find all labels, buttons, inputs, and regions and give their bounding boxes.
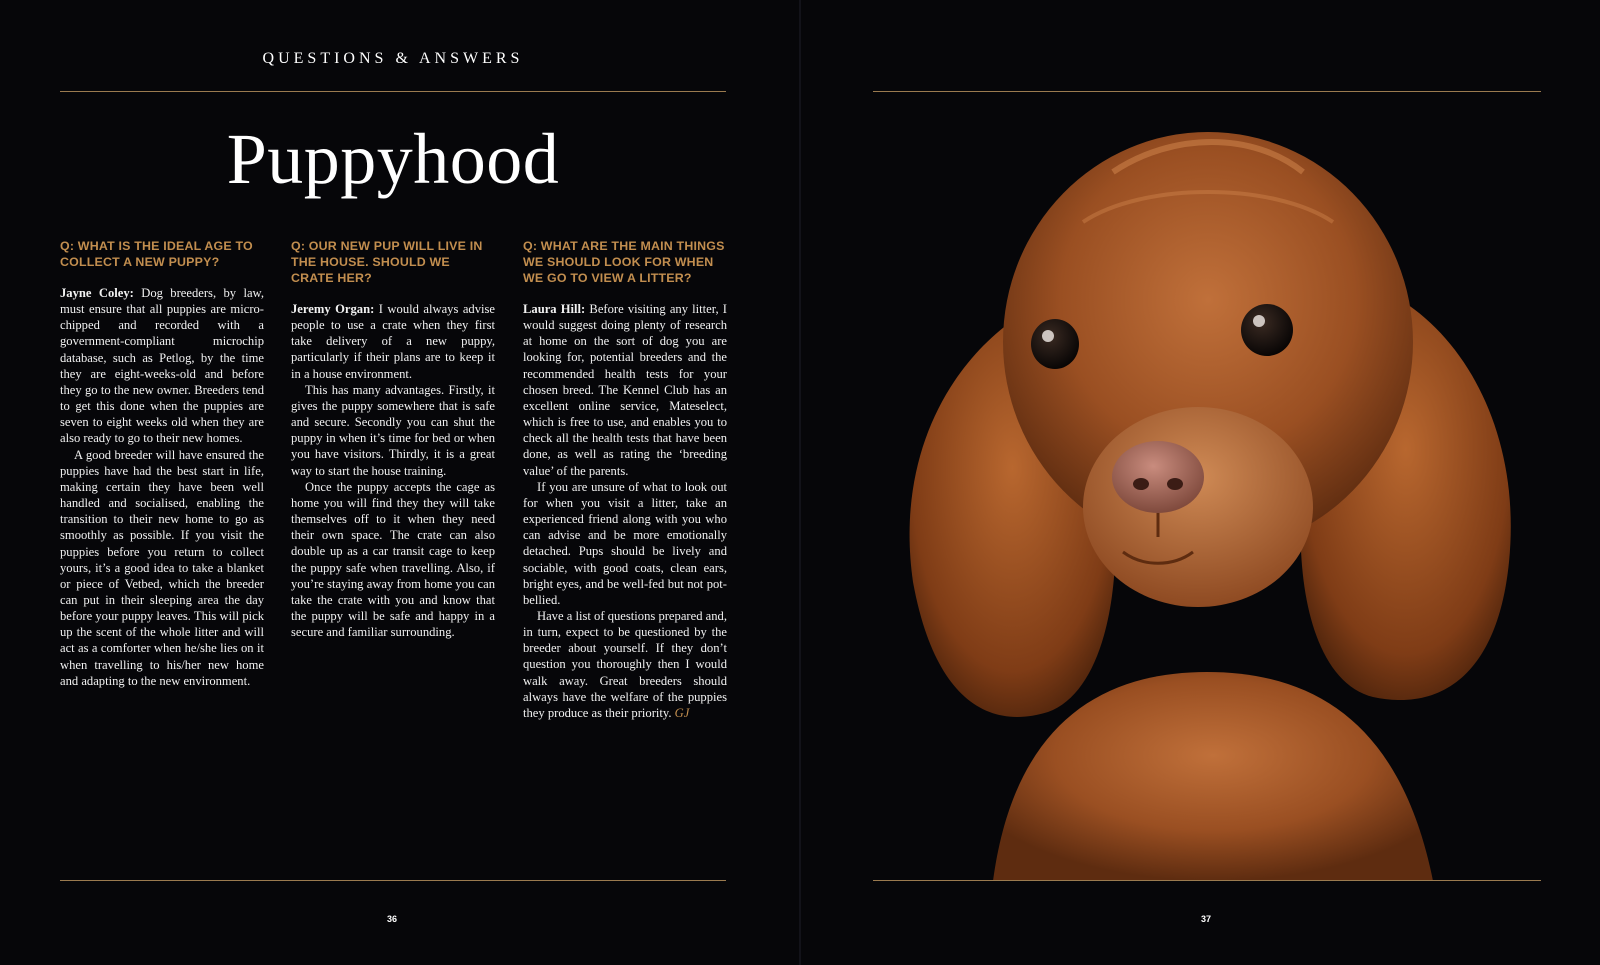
right-eye: [1241, 304, 1293, 356]
qa-column-2: [291, 238, 495, 640]
answer-paragraph: [291, 301, 495, 382]
paragraph-text: Before visiting any litter, I would suggest doing plenty of research at home on the sort of dog you are looking for, potential breeders and the recommended health tests for your chosen breed. The Kennel Club has an excellent online service, Mateselect, which is free to use, and enables you to check all the health tests that have been done, as well as rating the ‘breeding value’ of the parents.: [523, 302, 727, 478]
question-heading: Q: WHAT ARE THE MAIN THINGS WE SHOULD LOOK FOR WHEN WE GO TO VIEW A LITTER?: [523, 239, 725, 285]
question-heading: Q: WHAT IS THE IDEAL AGE TO COLLECT A NEW PUPPY?: [60, 239, 253, 269]
answer-paragraph: [523, 301, 727, 479]
answer-paragraph: A good breeder will have ensured the puppies have had the best start in life, making certain they have been well handled and socialised, enabling the transition to their new home to go as smoothly as possible. If you visit the puppies before you return to collect yours, it’s a good idea to take a blanket or piece of Vetbed, which the breeder can put in their sleeping area the day before your puppy leaves. This will pick up the scent of the whole litter and will act as a comforter when he/she lies on it when travelling to his/her new home and adapting to the new environment.: [60, 447, 264, 688]
answer-paragraph: [523, 608, 727, 721]
answer-paragraph: This has many advantages. Firstly, it gives the puppy somewhere that is safe and secure. Secondly you can shut the puppy in when it’s time for bed or when you have visitors. Thirdly, it is a great way to start the house training.: [291, 382, 495, 478]
page-number-left: 36: [387, 914, 398, 924]
answer-paragraph: [60, 285, 264, 447]
spine-gutter: [799, 0, 801, 965]
page-number-right: 37: [1201, 914, 1212, 924]
bottom-rule-right: [873, 880, 1541, 881]
puppy-photo: [873, 112, 1541, 881]
qa-column-3: [523, 238, 727, 721]
question-heading: Q: OUR NEW PUP WILL LIVE IN THE HOUSE. SHOULD WE CRATE HER?: [291, 239, 483, 285]
answer-body: [60, 285, 264, 689]
signoff-mark: GJ: [674, 705, 690, 720]
top-rule-right: [873, 91, 1541, 92]
answer-paragraph: If you are unsure of what to look out for when you visit a litter, take an experienced friend along with you who can advise and be more emotionally detached. Pups should be lively and sociable, with good coats, clean ears, bright eyes, and be well-fed but not pot-bellied.: [523, 479, 727, 607]
paragraph-text: I would always advise people to use a crate when they first take delivery of a new puppy, particularly if their plans are to keep it in a house environment.: [291, 302, 495, 381]
answer-paragraph: Once the puppy accepts the cage as home you will find they they will take themselves off to it when they need their own space. The crate can also double up as a car transit cage to keep the puppy safe when travelling. Also, if you’re staying away from home you can take the crate with you and know that the puppy will be safe and happy in a secure and familiar surrounding.: [291, 479, 495, 640]
nose: [1112, 441, 1204, 513]
answer-body: [291, 301, 495, 640]
top-rule-left: [60, 91, 726, 92]
speaker-name: Jayne Coley:: [60, 286, 134, 300]
answer-body: [523, 301, 727, 721]
page-title: Puppyhood: [226, 119, 560, 199]
speaker-name: Laura Hill:: [523, 302, 586, 316]
bottom-rule-left: [60, 880, 726, 881]
left-eye: [1031, 319, 1079, 369]
paragraph-text: Have a list of questions prepared and, in turn, expect to be questioned by the breeder about yourself. If they don’t question you thoroughly then I would walk away. Great breeders should always have the welfare of the puppies they produce as their priority.: [523, 608, 727, 720]
qa-column-1: [60, 238, 264, 689]
puppy-illustration: [873, 112, 1541, 881]
speaker-name: Jeremy Organ:: [291, 302, 375, 316]
section-label: QUESTIONS & ANSWERS: [262, 50, 524, 67]
paragraph-text: Dog breeders, by law, must ensure that all puppies are micro-chipped and recorded with a government-compliant microchip database, such as Petlog, by the time they are eight-weeks-old and before they go to the new owner. Breeders tend to get this done when the puppies are seven to eight weeks old when they are also ready to go to their new homes.: [60, 286, 264, 446]
